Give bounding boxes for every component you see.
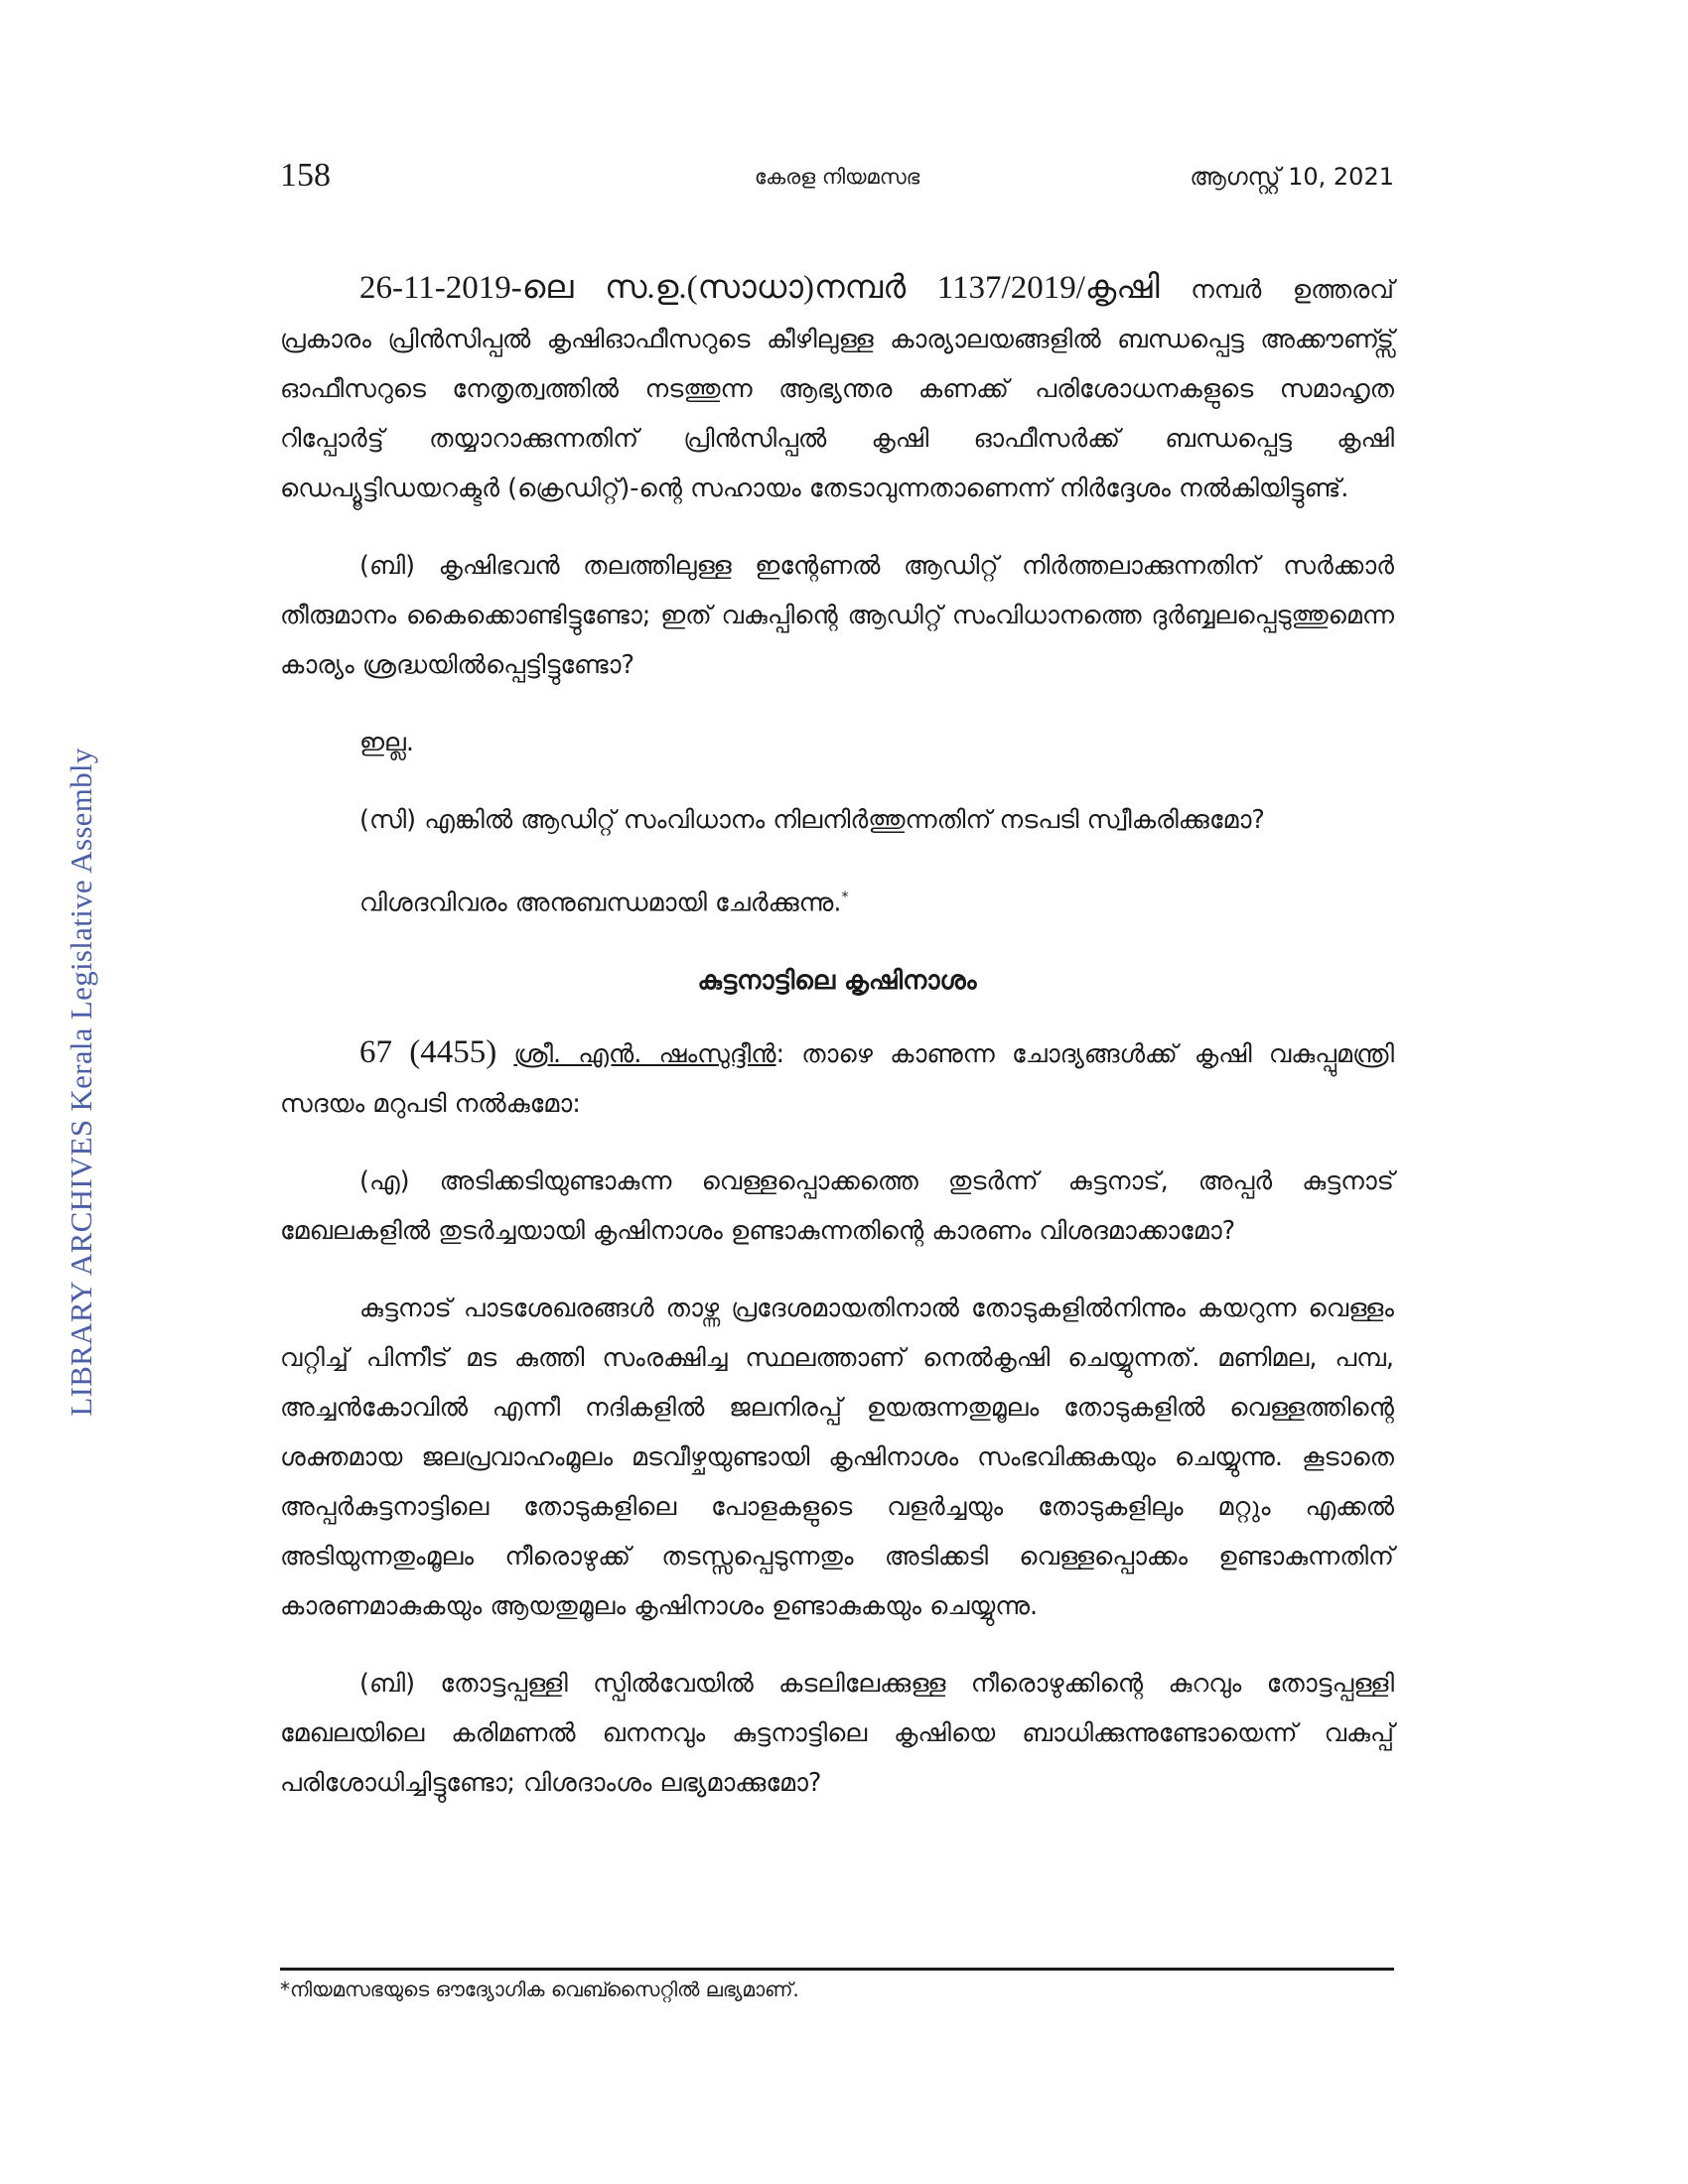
- question-number: 67 (4455): [359, 1033, 497, 1070]
- side-watermark: LIBRARY ARCHIVES Kerala Legislative Assembly: [64, 748, 98, 1417]
- order-details: നമ്പർ ഉത്തരവ് പ്രകാരം പ്രിൻസിപ്പൽ കൃഷിഓഫീസറുടെ കീഴിലുള്ള കാര്യാലയങ്ങളിൽ ബന്ധപ്പെട്ട അക്കൗണ്ട്സ് ഓഫീസറുടെ നേതൃത്വത്തിൽ നടത്തുന്ന ആഭ്യന്തര കണക്ക് പരിശോധനകളുടെ സമാഹൃത റിപ്പോർട്ട് തയ്യാറാക്കുന്നതിന് പ്രിൻസിപ്പൽ കൃഷി ഓഫീസർക്ക് ബന്ധപ്പെട്ട കൃഷി ഡെപ്യൂട്ടിഡയറക്ടർ (ക്രെഡിറ്റ്)-ന്റെ സഹായം തേടാവുന്നതാണെന്ന് നിർദ്ദേശം നൽകിയിട്ടുണ്ട്.: [280, 275, 1394, 503]
- order-reference: 26-11-2019-ലെ സ.ഉ.(സാധാ)നമ്പർ 1137/2019/കൃഷി: [359, 270, 1160, 306]
- question-b: (ബി) കൃഷിഭവൻ തലത്തിലുള്ള ഇന്റേണൽ ആഡിറ്റ് നിർത്തലാക്കുന്നതിന് സർക്കാർ തീരുമാനം കൈക്കൊണ്ടിട്ടുണ്ടോ; ഇത് വകുപ്പിന്റെ ആഡിറ്റ് സംവിധാനത്തെ ദുർബ്ബലപ്പെടുത്തുമെന്ന കാര്യം ശ്രദ്ധയിൽപ്പെട്ടിട്ടുണ്ടോ?: [280, 551, 1394, 680]
- question-67-b: (ബി) തോട്ടപ്പള്ളി സ്പിൽവേയിൽ കടലിലേക്കുള്ള നീരൊഴുക്കിന്റെ കുറവും തോട്ടപ്പള്ളി മേഖലയിലെ കരിമണൽ ഖനനവും കുട്ടനാട്ടിലെ കൃഷിയെ ബാധിക്കുന്നുണ്ടോയെന്ന് വകുപ്പ് പരിശോധിച്ചിട്ടുണ്ടോ; വിശദാംശം ലഭ്യമാക്കുമോ?: [280, 1668, 1394, 1798]
- footnote: *നിയമസഭയുടെ ഔദ്യോഗിക വെബ്സൈറ്റിൽ ലഭ്യമാണ്.: [280, 1978, 799, 2001]
- answer-67-a: കുട്ടനാട് പാടശേഖരങ്ങൾ താഴ്ന്ന പ്രദേശമായതിനാൽ തോടുകളിൽനിന്നും കയറുന്ന വെള്ളം വറ്റിച്ച് പിന്നീട് മട കുത്തി സംരക്ഷിച്ച സ്ഥലത്താണ് നെൽകൃഷി ചെയ്യുന്നത്. മണിമല, പമ്പ, അച്ചൻകോവിൽ എന്നീ നദികളിൽ ജലനിരപ്പ് ഉയരുന്നതുമൂലം തോടുകളിൽ വെള്ളത്തിന്റെ ശക്തമായ ജലപ്രവാഹംമൂലം മടവീഴ്ചയുണ്ടായി കൃഷിനാശം സംഭവിക്കുകയും ചെയ്യുന്നു. കൂടാതെ അപ്പർകുട്ടനാട്ടിലെ തോടുകളിലെ പോളകളുടെ വളർച്ചയും തോടുകളിലും മറ്റും എക്കൽ അടിയുന്നതുംമൂലം നീരൊഴുക്ക് തടസ്സപ്പെടുന്നതും അടിക്കടി വെള്ളപ്പൊക്കം ഉണ്ടാകുന്നതിന് കാരണമാകുകയും ആയതുമൂലം കൃഷിനാശം ഉണ്ടാകുകയും ചെയ്യുന്നു.: [280, 1293, 1394, 1621]
- section-title: കുട്ടനാട്ടിലെ കൃഷിനാശം: [697, 965, 977, 996]
- page-content: [280, 263, 1394, 1836]
- question-67-intro-text: : താഴെ കാണുന്ന ചോദ്യങ്ങൾക്ക് കൃഷി വകുപ്പുമന്ത്രി സദയം മറുപടി നൽകുമോ:: [280, 1038, 1394, 1119]
- answer-b: ഇല്ല.: [359, 728, 414, 757]
- question-c: (സി) എങ്കിൽ ആഡിറ്റ് സംവിധാനം നിലനിർത്തുന്നതിന് നടപടി സ്വീകരിക്കുമോ?: [359, 805, 1265, 835]
- question-67-intro: [280, 1027, 1394, 1129]
- page-header: [280, 157, 1394, 201]
- header-date: ആഗസ്റ്റ് 10, 2021: [1190, 163, 1394, 191]
- answer-c-text: വിശദവിവരം അനുബന്ധമായി ചേർക്കുന്നു.: [359, 887, 842, 918]
- footnote-divider: [280, 1968, 1394, 1971]
- answer-c: [280, 873, 1394, 928]
- question-67-a: (എ) അടിക്കടിയുണ്ടാകുന്ന വെള്ളപ്പൊക്കത്തെ തുടർന്ന് കുട്ടനാട്, അപ്പർ കുട്ടനാട് മേഖലകളിൽ തുടർച്ചയായി കൃഷിനാശം ഉണ്ടാകുന്നതിന്റെ കാരണം വിശദമാക്കാമോ?: [280, 1165, 1394, 1246]
- answer-paragraph-order: [280, 263, 1394, 513]
- running-title: കേരള നിയമസഭ: [754, 165, 920, 189]
- footnote-mark: *: [841, 889, 849, 905]
- member-name: ശ്രീ. എൻ. ഷംസുദ്ദീൻ: [513, 1038, 776, 1069]
- page-number: 158: [280, 157, 331, 194]
